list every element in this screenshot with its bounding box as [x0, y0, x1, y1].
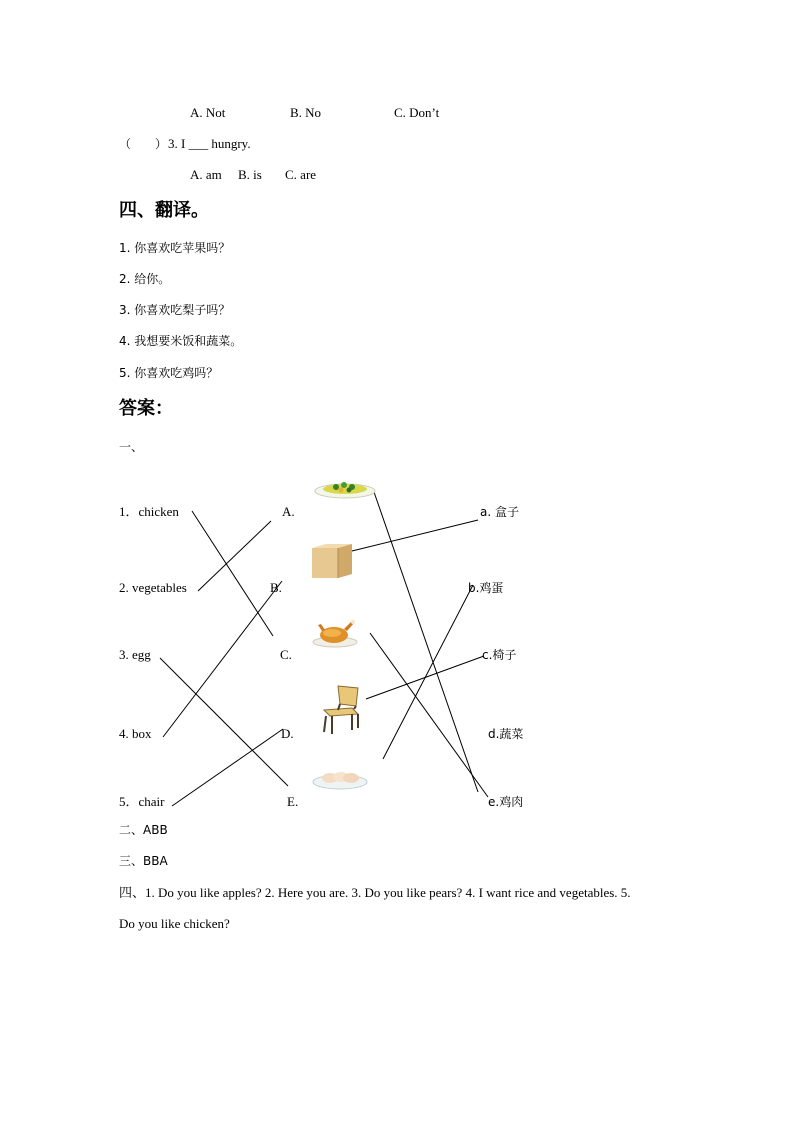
match-letter-e: E. — [287, 794, 299, 809]
roast-chicken-icon — [312, 617, 358, 649]
q2-option-b: B. No — [290, 105, 322, 120]
match-line-chicken-c — [192, 511, 273, 636]
chair-icon — [318, 684, 362, 736]
translation-item-3: 3. 你喜欢吃梨子吗？ — [119, 303, 231, 317]
translation-item-2: 2. 给你。 — [119, 272, 171, 286]
translation-item-4: 4. 我想要米饭和蔬菜。 — [119, 334, 243, 348]
match-line-egg-e — [160, 658, 288, 786]
answers-part4-line2: Do you like chicken? — [119, 916, 230, 931]
match-line-chair-d — [172, 729, 283, 806]
match-word-5: 5．chair — [119, 794, 165, 809]
q3-stem: 3. I ___ hungry. — [168, 136, 251, 151]
match-chinese-c: c.椅子 — [482, 648, 517, 662]
match-line-box-b — [163, 581, 282, 737]
match-chinese-e: e.鸡肉 — [488, 795, 524, 809]
answers-part1-label: 一、 — [119, 440, 144, 454]
match-letter-b: B. — [270, 580, 282, 595]
eggs-plate-icon — [312, 766, 368, 790]
match-word-2: 2. vegetables — [119, 580, 187, 595]
q3-answer-paren: （ ） — [119, 137, 168, 151]
vegetables-plate-icon — [314, 478, 376, 500]
match-word-4: 4. box — [119, 726, 152, 741]
match-letter-c: C. — [280, 647, 292, 662]
answers-part4-line1: 四、1. Do you like apples? 2. Here you are. 3. Do you like pears? 4. I want rice and vegetables. 5. — [119, 885, 631, 900]
answers-part3: 三、BBA — [119, 854, 168, 868]
q3-option-a: A. am — [190, 167, 222, 182]
match-chinese-d: d.蔬菜 — [488, 727, 524, 741]
section-4-title: 四、翻译。 — [119, 200, 209, 221]
match-line-eggs-pic-b — [383, 585, 473, 759]
box-icon — [308, 542, 354, 580]
q3-option-c: C. are — [285, 167, 317, 182]
match-line-chicken-pic-e — [370, 633, 488, 797]
match-word-1: 1．chicken — [119, 504, 179, 519]
match-letter-d: D. — [281, 726, 294, 741]
q2-option-c: C. Don’t — [394, 105, 440, 120]
q2-option-a: A. Not — [190, 105, 226, 120]
translation-item-1: 1. 你喜欢吃苹果吗？ — [119, 241, 231, 255]
translation-item-5: 5. 你喜欢吃鸡吗？ — [119, 366, 219, 380]
match-letter-a: A. — [282, 504, 295, 519]
match-line-vegetables-a — [198, 521, 271, 591]
answers-part2: 二、ABB — [119, 823, 168, 837]
match-chinese-b: b.鸡蛋 — [468, 581, 504, 595]
q3-option-b: B. is — [238, 167, 262, 182]
match-word-3: 3. egg — [119, 647, 151, 662]
answers-title: 答案： — [119, 398, 173, 419]
match-line-box-pic-a — [352, 520, 478, 551]
match-chinese-a: a. 盒子 — [480, 505, 519, 519]
